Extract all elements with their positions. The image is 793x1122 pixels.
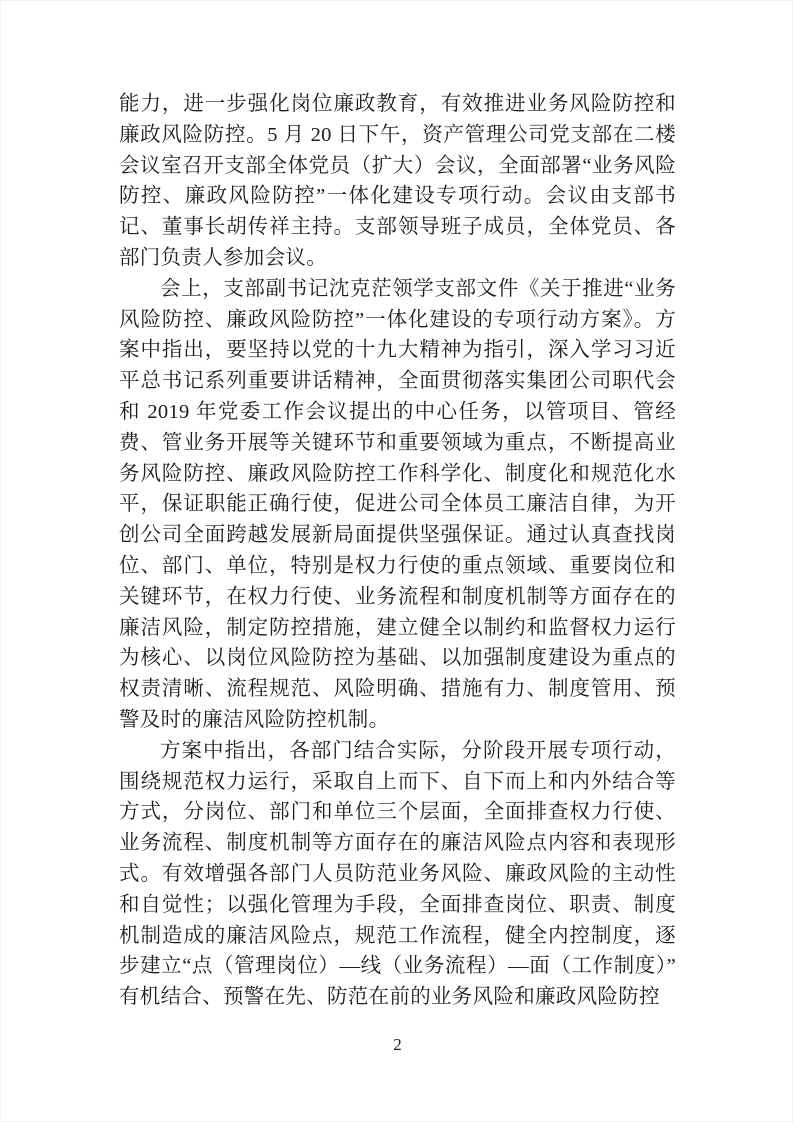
page-number: 2 — [393, 1035, 402, 1054]
document-body — [119, 89, 676, 1013]
paragraph-plan-overview: 会上，支部副书记沈克茫领学支部文件《关于推进“业务风险防控、廉政风险防控”一体化建设的专项行动方案》。方案中指出，要坚持以党的十九大精神为指引，深入学习习近平总书记系列重要讲话精神，全面贯彻落实集团公司职代会和 2019 年党委工作会议提出的中心任务，以管项目、管经费、管业务开展等关键环节和重要领域为重点，不断提高业务风险防控、廉政风险防控工作科学化、制度化和规范化水平，保证职能正确行使，促进公司全体员工廉洁自律，为开创公司全面跨越发展新局面提供坚强保证。通过认真查找岗位、部门、单位，特别是权力行使的重点领域、重要岗位和关键环节，在权力行使、业务流程和制度机制等方面存在的廉洁风险，制定防控措施，建立健全以制约和监督权力运行为核心、以岗位风险防控为基础、以加强制度建设为重点的权责清晰、流程规范、风险明确、措施有力、制度管用、预警及时的廉洁风险防控机制。 — [119, 277, 676, 731]
paragraph-continuation: 能力，进一步强化岗位廉政教育，有效推进业务风险防控和廉政风险防控。5 月 20 日下午，资产管理公司党支部在二楼会议室召开支部全体党员（扩大）会议，全面部署“业务风险防控、廉政风险防控”一体化建设专项行动。会议由支部书记、董事长胡传祥主持。支部领导班子成员，全体党员、各部门负责人参加会议。 — [119, 93, 676, 269]
page-footer — [119, 1034, 676, 1056]
paragraph-plan-implementation: 方案中指出，各部门结合实际，分阶段开展专项行动，围绕规范权力运行，采取自上而下、自下而上和内外结合等方式，分岗位、部门和单位三个层面，全面排查权力行使、业务流程、制度机制等方面存在的廉洁风险点内容和表现形式。有效增强各部门人员防范业务风险、廉政风险的主动性和自觉性；以强化管理为手段，全面排查岗位、职责、制度机制造成的廉洁风险点，规范工作流程，健全内控制度，逐步建立“点（管理岗位）—线（业务流程）—面（工作制度）”有机结合、预警在先、防范在前的业务风险和廉政风险防控 — [119, 739, 676, 1009]
